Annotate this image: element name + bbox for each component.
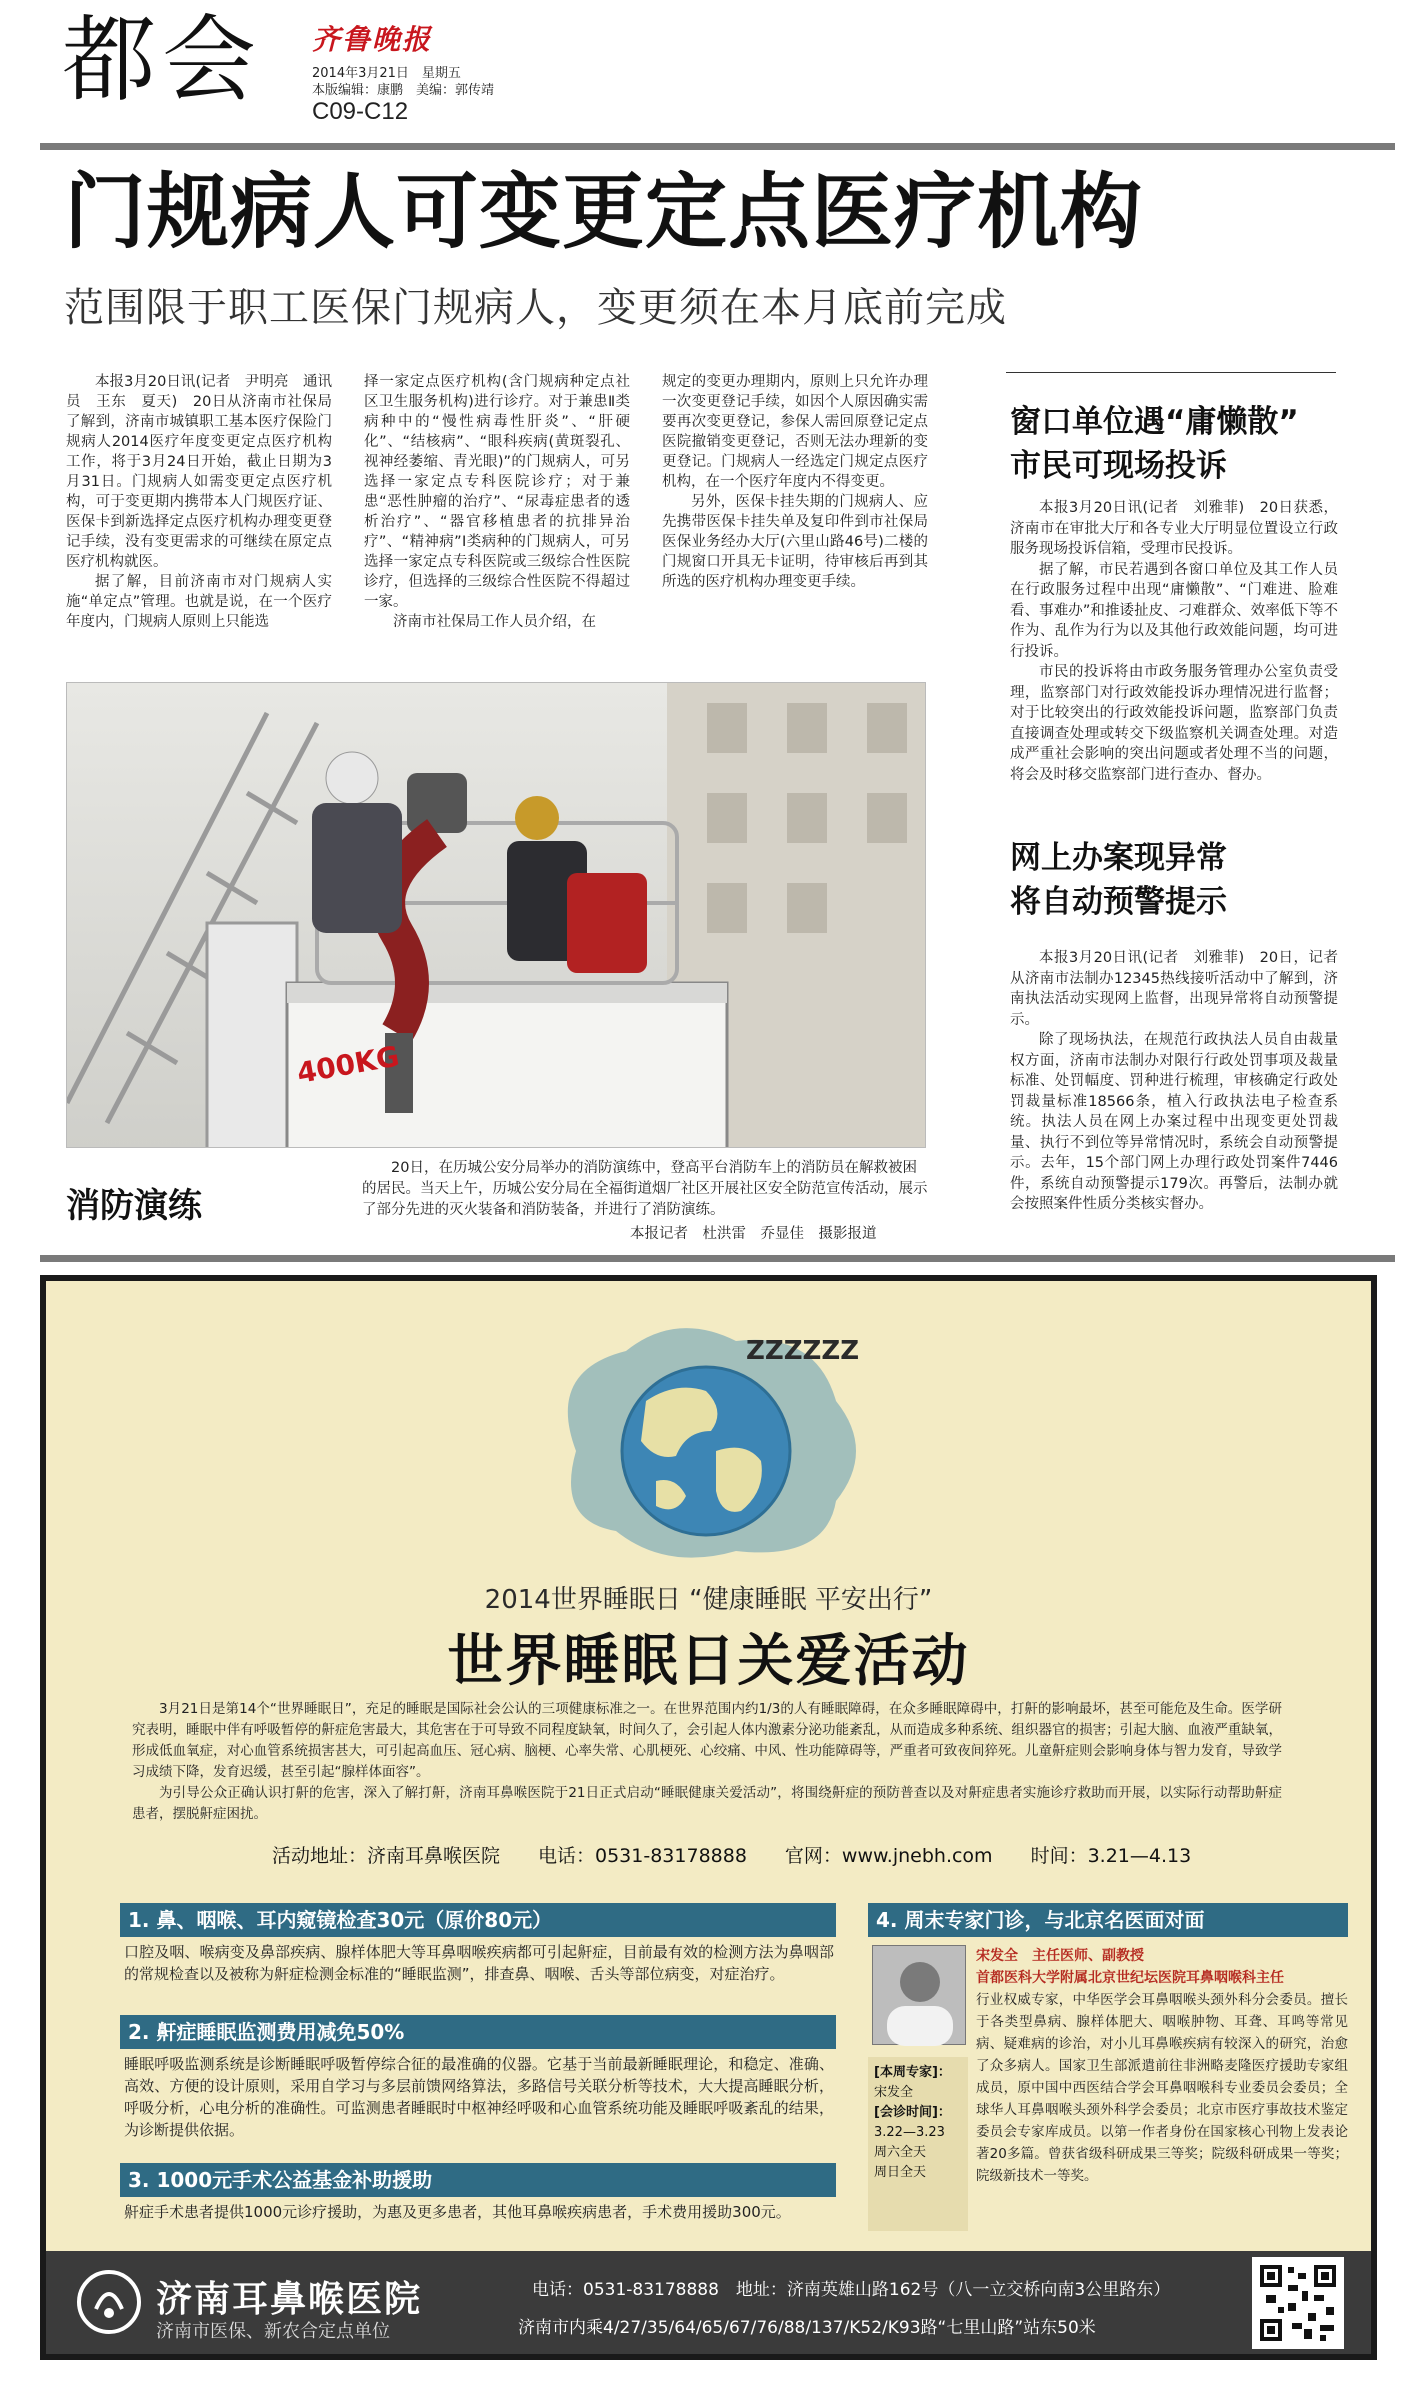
masthead-logo: 齐鲁晚报 — [312, 23, 433, 56]
ad-intro-paragraph: 为引导公众正确认识打鼾的危害，深入了解打鼾，济南耳鼻喉医院于21日正式启动“睡眠健康关爱活动”，将围绕鼾症的预防普查以及对鼾症患者实施诊疗救助而开展，以实际行动帮助鼾症患者，摆脱鼾症困扰。 — [132, 1785, 1282, 1822]
platform-load-label: 400KG — [294, 1039, 402, 1090]
expert-affiliation: 首都医科大学附属北京世纪坛医院耳鼻咽喉科主任 — [976, 1970, 1284, 1986]
editor-line: 本版编辑：康鹏 美编：郭传靖 — [312, 83, 495, 98]
ad-activity-line: 活动地址：济南耳鼻喉医院 电话：0531-83178888 官网：www.jnebh.com 时间：3.21—4.13 — [272, 1845, 1192, 1867]
offer-text-3: 鼾症手术患者提供1000元诊疗援助，为惠及更多患者，其他耳鼻喉疾病患者，手术费用援助300元。 — [124, 2203, 791, 2221]
schedule-dates: 3.22—3.23 — [874, 2125, 945, 2140]
article-paragraph: 济南市社保局工作人员介绍，在 — [393, 614, 596, 630]
side-headline-2: 网上办案现异常 将自动预警提示 — [1010, 840, 1227, 920]
qr-code-icon[interactable] — [1252, 2257, 1344, 2349]
offer-title-3: 3. 1000元手术公益基金补助援助 — [120, 2163, 836, 2197]
hospital-logo-icon — [76, 2269, 142, 2335]
article-paragraph: 据了解，目前济南市对门规病人实施“单定点”管理。也就是说，在一个医疗年度内，门规病人原则上只能选 — [66, 574, 332, 630]
schedule-day-1: 周六全天 — [874, 2145, 927, 2160]
side-article-1-body — [1010, 498, 1338, 785]
expert-portrait-icon — [873, 1946, 967, 2046]
page-range: C09-C12 — [312, 98, 409, 125]
mid-rule — [40, 1255, 1395, 1262]
offer-text-2: 睡眠呼吸监测系统是诊断睡眠呼吸暂停综合征的最准确的仪器。它基于当前最新睡眠理论，和稳定、准确、高效、方便的设计原则，采用自学习与多层前馈网络算法，多路信号关联分析等技术，大大提高睡眠分析，呼吸分析，心电分析的准确性。可监测患者睡眠时中枢神经呼吸和心血管系统功能及睡眠呼吸紊乱的结果，为诊断提供依据。 — [124, 2055, 834, 2139]
side-headline-1: 窗口单位遇“庸懒散” 市民可现场投诉 — [1010, 404, 1299, 484]
hospital-bus-line: 济南市内乘4/27/35/64/65/67/76/88/137/K52/K93路“七里山路”站东50米 — [518, 2318, 1096, 2338]
hospital-contact-line: 电话：0531-83178888 地址：济南英雄山路162号（八一立交桥向南3公里路东） — [532, 2280, 1171, 2300]
article-paragraph: 本报3月20日讯(记者 刘雅菲) 20日获悉，济南市在审批大厅和各专业大厅明显位置设立行政服务现场投诉信箱，受理市民投诉。 — [1010, 500, 1338, 557]
ad-footer — [46, 2251, 1371, 2354]
hospital-name: 济南耳鼻喉医院 — [156, 2279, 423, 2320]
expert-bio: 行业权威专家，中华医学会耳鼻咽喉头颈外科分会委员。擅长于各类型鼻病、腺样体肥大、咽喉肿物、耳聋、耳鸣等常见病、疑难病的诊治，对小儿耳鼻喉疾病有较深入的研究，治愈了众多病人。国家卫生部派遣前往非洲略麦隆医疗援助专家组成员，原中国中西医结合学会耳鼻咽喉科专业委员会委员；全球华人耳鼻咽喉头颈外科学会委员；北京市医疗事故技术鉴定委员会专家库成员。以第一作者身份在国家核心刊物上发表论著20多篇。曾获省级科研成果三等奖；院级科研成果一等奖；院级新技术一等奖。 — [976, 1992, 1348, 2184]
article-column-3 — [662, 372, 928, 592]
offer-title-2: 2. 鼾症睡眠监测费用减免50% — [120, 2015, 836, 2049]
expert-name-line: 宋发全 主任医师、副教授 — [976, 1948, 1144, 1964]
offer-title-4: 4. 周末专家门诊，与北京名医面对面 — [868, 1903, 1348, 1937]
expert-schedule — [868, 2057, 968, 2231]
right-column-rule — [1006, 372, 1336, 373]
week-label: [本周专家]： — [874, 2065, 951, 2080]
article-paragraph: 市民的投诉将由市政务服务管理办公室负责受理，监察部门对行政效能投诉办理情况进行监督；对于比较突出的行政效能投诉问题，监察部门负责直接调查处理或转交下级监察机关调查处理。对造成严重社会影响的突出问题或者处理不当的问题，将会及时移交监察部门进行查办、督办。 — [1010, 664, 1338, 783]
header-rule — [40, 143, 1395, 150]
section-name: 都会 — [62, 6, 263, 115]
offer-title-1: 1. 鼻、咽喉、耳内窥镜检查30元（原价80元） — [120, 1903, 836, 1937]
photo-caption-title: 消防演练 — [66, 1186, 202, 1226]
main-subheadline: 范围限于职工医保门规病人，变更须在本月底前完成 — [64, 285, 1007, 331]
sleep-zzz: ZZZZZZ — [746, 1336, 860, 1366]
main-headline: 门规病人可变更定点医疗机构 — [64, 165, 1144, 260]
article-paragraph: 另外，医保卡挂失期的门规病人、应先携带医保卡挂失单及复印件到市社保局医保业务经办大厅(六里山路46号)二楼的门规窗口开具无卡证明，待审核后再到其所选的医疗机构办理变更手续。 — [662, 494, 928, 590]
offer-text-1: 口腔及咽、喉病变及鼻部疾病、腺样体肥大等耳鼻咽喉疾病都可引起鼾症，目前最有效的检测方法为鼻咽部的常规检查以及被称为鼾症检测金标准的“睡眠监测”，排查鼻、咽喉、舌头等部位病变，对症治疗。 — [124, 1943, 834, 1983]
side-article-2-body — [1010, 948, 1338, 1215]
date-line: 2014年3月21日 星期五 — [312, 66, 461, 81]
ad-intro — [132, 1699, 1282, 1825]
article-paragraph: 据了解，市民若遇到各窗口单位及其工作人员在行政服务过程中出现“庸懒散”、“门难进、脸难看、事难办”和推诿扯皮、刁难群众、效率低下等不作为、乱作为行为以及其他行政效能问题，均可进行投诉。 — [1010, 561, 1338, 660]
article-paragraph: 本报3月20日讯(记者 尹明亮 通讯员 王东 夏天) 20日从济南市社保局了解到，济南市城镇职工基本医疗保险门规病人2014医疗年度变更定点医疗机构工作，将于3月24日开始，截止日期为3月31日。门规病人如需变更定点医疗机构，可于变更期内携带本人门规医疗证、医保卡到新选择定点医疗机构办理变更登记手续，没有变更需求的可继续在原定点医疗机构就医。 — [66, 374, 332, 570]
article-paragraph: 除了现场执法，在规范行政执法人员自由裁量权方面，济南市法制办对限行行政处罚事项及裁量标准、处罚幅度、罚种进行梳理，审核确定行政处罚裁量标准18566条，植入行政执法电子检查系统。执法人员在网上办案过程中出现变更处罚裁量、执行不到位等异常情况时，系统会自动预警提示。去年，15个部门网上办理行政处罚案件7446件，系统自动预警提示179次。再警后，法制办就会按照案件性质分类核实督办。 — [1010, 1032, 1338, 1212]
schedule-day-2: 周日全天 — [874, 2165, 927, 2180]
article-column-1 — [66, 372, 332, 632]
time-label: [会诊时间]： — [874, 2105, 951, 2120]
article-paragraph: 择一家定点医疗机构(含门规病种定点社区卫生服务机构)进行诊疗。对于兼患Ⅱ类病种中的“慢性病毒性肝炎”、“肝硬化”、“结核病”、“眼科疾病(黄斑裂孔、视神经萎缩、青光眼)”的门规病人，可另选择一家定点专科医院诊疗；对于兼患“恶性肿瘤的治疗”、“尿毒症患者的透析治疗”、“器官移植患者的抗排异治疗”、“精神病”Ⅰ类病种的门规病人，可另选择一家定点专科医院或三级综合性医院诊疗，但选择的三级综合性医院不得超过一家。 — [364, 374, 630, 610]
week-name: 宋发全 — [874, 2085, 914, 2100]
hospital-subtitle: 济南市医保、新农合定点单位 — [156, 2321, 390, 2342]
news-photo — [66, 682, 926, 1148]
article-column-2 — [364, 372, 630, 632]
article-paragraph: 本报3月20日讯(记者 刘雅菲) 20日，记者从济南市法制办12345热线接听活动中了解到，济南执法活动实现网上监督，出现异常将自动预警提示。 — [1010, 950, 1338, 1028]
photo-credit: 本报记者 杜洪雷 乔显佳 摄影报道 — [630, 1226, 877, 1242]
sleeping-globe-icon — [536, 1311, 876, 1571]
ad-title: 世界睡眠日关爱活动 — [447, 1629, 970, 1694]
fire-drill-photo-illustration — [67, 683, 926, 1148]
article-paragraph: 规定的变更办理期内，原则上只允许办理一次变更登记手续，如因个人原因确实需要再次变更登记，参保人需回原登记定点医院撤销变更登记，否则无法办理新的变更登记。门规病人一经选定门规定点医疗机构，在一个医疗年度内不得变更。 — [662, 374, 928, 490]
ad-event-line: 2014世界睡眠日 “健康睡眠 平安出行” — [484, 1585, 933, 1615]
expert-photo — [872, 1945, 966, 2045]
advertisement — [40, 1275, 1377, 2360]
photo-caption: 20日，在历城公安分局举办的消防演练中，登高平台消防车上的消防员在解救被困的居民。当天上午，历城公安分局在全福街道烟厂社区开展社区安全防范宣传活动，展示了部分先进的灭火装备和消防装备，并进行了消防演练。 — [362, 1160, 928, 1218]
ad-intro-paragraph: 3月21日是第14个“世界睡眠日”，充足的睡眠是国际社会公认的三项健康标准之一。在世界范围内约1/3的人有睡眠障碍，在众多睡眠障碍中，打鼾的影响最坏，甚至可能危及生命。医学研究表明，睡眠中伴有呼吸暂停的鼾症危害最大，其危害在于可导致不同程度缺氧，时间久了，会引起人体内激素分泌功能紊乱，从而造成多种系统、组织器官的损害；引起大脑、血液严重缺氧，形成低血氧症，对心血管系统损害甚大，可引起高血压、冠心病、脑梗、心率失常、心肌梗死、心绞痛、中风、性功能障碍等，严重者可致夜间猝死。儿童鼾症则会影响身体与智力发育，导致学习成绩下降，发育迟缓，甚至引起“腺样体面容”。 — [132, 1701, 1282, 1780]
